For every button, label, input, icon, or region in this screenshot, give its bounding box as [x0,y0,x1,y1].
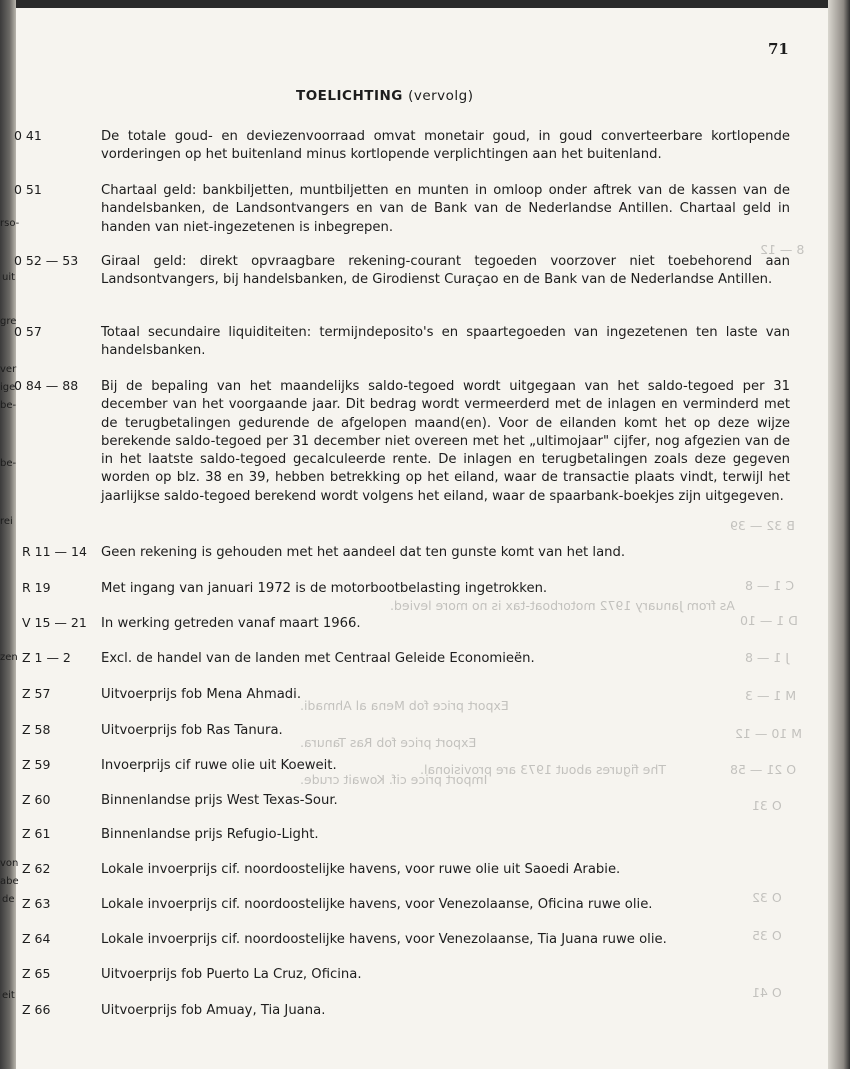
bleed-through-text: C 1 — 8 [745,578,795,593]
top-edge-shadow [0,0,850,8]
margin-fragment: be- [0,400,17,411]
heading-title: TOELICHTING [296,88,403,104]
bleed-through-text: Export price fob Mena al Ahmadi. [300,698,509,713]
note-text: De totale goud- en deviezenvoorraad omvat monetair goud, in goud converteerbare kortlopende vorderingen op het buitenland minus kortlopende verplichtingen aan het buitenland. [101,129,790,163]
note-text: Lokale invoerprijs cif. noordoostelijke havens, voor Venezolaanse, Tia Juana ruwe olie. [101,932,667,947]
note-reference: 0 41 [14,128,42,143]
note-reference: 0 52 — 53 [14,253,79,268]
bleed-through-text: O 21 — 58 [730,762,797,777]
note-text: Excl. de handel van de landen met Centraal Geleide Economieën. [101,651,535,666]
note-reference: 0 57 [14,324,42,339]
note-text: Invoerprijs cif ruwe olie uit Koeweit. [101,758,337,773]
heading-subtitle: (vervolg) [408,88,474,104]
note-reference: Z 66 [22,1002,51,1017]
bleed-through-text: 8 — 12 [760,242,805,257]
margin-fragment: gre [0,316,17,327]
bleed-through-text: B 32 — 39 [730,518,795,533]
note-text: Uitvoerprijs fob Mena Ahmadi. [101,687,302,702]
margin-fragment: zen [0,652,18,663]
note-text: Totaal secundaire liquiditeiten: termijndeposito's en spaartegoeden van ingezetenen ten laste van handelsbanken. [101,325,790,359]
note-text: In werking getreden vanaf maart 1966. [101,616,361,631]
note-text: Lokale invoerprijs cif. noordoostelijke havens, voor Venezolaanse, Oficina ruwe olie. [101,897,653,912]
note-reference: 0 84 — 88 [14,378,79,393]
page-heading [296,88,474,104]
margin-fragment: ige [0,382,16,393]
note-text: Giraal geld: direkt opvraagbare rekening-courant tegoeden voorzover niet toebehorend aan Landsontvangers, bij handelsbanken, de Girodienst Curaçao en de Bank van de Nederlandse Antillen. [101,254,790,288]
bleed-through-text: O 41 [752,985,782,1000]
margin-fragment: be- [0,458,17,469]
note-text: Uitvoerprijs fob Ras Tanura. [101,723,283,738]
note-reference: Z 1 — 2 [22,650,71,665]
note-text: Binnenlandse prijs West Texas-Sour. [101,793,338,808]
note-reference: 0 51 [14,182,42,197]
book-gutter [0,0,19,1069]
bleed-through-text: D 1 — 10 [740,613,798,628]
note-reference: R 19 [22,580,51,595]
page-right-edge [828,0,850,1069]
note-text: Bij de bepaling van het maandelijks saldo-tegoed wordt uitgegaan van het saldo-tegoed per 31 december van het voorgaande jaar. Dit bedrag wordt vermeerderd met de inlagen en verminderd met de terugbetalingen gedurende de afgelopen maand(en). Voor de eilanden komt het op deze wijze berekende saldo-tegoed per 31 december niet overeen met het „ultimojaar" cijfer, nog afgezien van de in het laatste saldo-tegoed gecalculeerde rente. De inlagen en terugbetalingen zoals deze gegeven worden op blz. 38 en 39, hebben betrekking op het eiland, waar de transactie plaats vindt, terwijl het jaarlijkse saldo-tegoed berekend wordt volgens het eiland, waar de spaarbank-boekjes zijn uitgegeven. [101,379,790,504]
note-text: Lokale invoerprijs cif. noordoostelijke havens, voor ruwe olie uit Saoedi Arabie. [101,862,621,877]
margin-fragment: uit [2,272,16,283]
note-text: Binnenlandse prijs Refugio-Light. [101,827,319,842]
note-text: Uitvoerprijs fob Puerto La Cruz, Oficina. [101,967,362,982]
note-reference: R 11 — 14 [22,544,87,559]
margin-fragment: abe [0,876,19,887]
note-reference: Z 58 [22,722,51,737]
note-reference: Z 65 [22,966,51,981]
page-number: 71 [768,40,789,58]
margin-fragment: von [0,858,19,869]
bleed-through-text: M 10 — 12 [735,726,803,741]
note-reference: Z 57 [22,686,51,701]
bleed-through-text: Export price fob Ras Tanura. [300,735,477,750]
bleed-through-text: M 1 — 3 [745,688,797,703]
note-reference: V 15 — 21 [22,615,87,630]
note-reference: Z 61 [22,826,51,841]
bleed-through-text: As from January 1972 motorboat-tax is no more levied. [390,598,735,613]
bleed-through-text: O 35 [752,928,782,943]
note-text: Chartaal geld: bankbiljetten, muntbiljetten en munten in omloop onder aftrek van de kassen van de handelsbanken, de Landsontvangers en van de Bank van de Nederlandse Antillen. Chartaal geld in handen van niet-ingezetenen is inbegrepen. [101,183,790,235]
bleed-through-text: Import price cif. Kowait crude. [300,772,488,787]
margin-fragment: rei [0,516,13,527]
note-text: Geen rekening is gehouden met het aandeel dat ten gunste komt van het land. [101,545,626,560]
bleed-through-text: J 1 — 8 [745,650,790,665]
note-reference: Z 60 [22,792,51,807]
margin-fragment: eit [2,990,15,1001]
margin-fragment: rso- [0,218,20,229]
bleed-through-text: O 32 [752,890,782,905]
bleed-through-text: O 31 [752,798,782,813]
note-reference: Z 64 [22,931,51,946]
note-text: Met ingang van januari 1972 is de motorbootbelasting ingetrokken. [101,581,548,596]
note-text: Uitvoerprijs fob Amuay, Tia Juana. [101,1003,326,1018]
margin-fragment: de [2,894,15,905]
note-reference: Z 62 [22,861,51,876]
note-reference: Z 63 [22,896,51,911]
margin-fragment: ver [0,364,17,375]
bleed-through-text: The figures about 1973 are provisional. [420,762,666,777]
note-reference: Z 59 [22,757,51,772]
